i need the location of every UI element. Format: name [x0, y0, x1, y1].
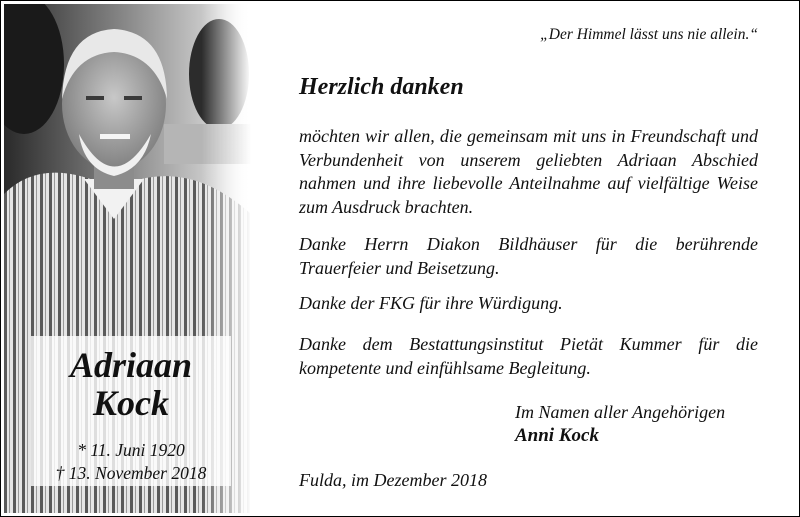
signature-line: Im Namen aller Angehörigen	[515, 402, 726, 422]
notice-heading: Herzlich danken	[299, 74, 464, 100]
thanks-funeral-home-paragraph: Danke dem Bestattungsinstitut Pietät Kummer für die kompetente und einfühlsame Begleitung.	[299, 334, 758, 378]
deceased-last-name: Kock	[93, 383, 169, 423]
portrait-photo	[4, 4, 251, 513]
death-date: † 13. November 2018	[55, 463, 207, 483]
signature-block	[515, 400, 725, 448]
thanks-deacon-paragraph: Danke Herrn Diakon Bildhäuser für die berührende Trauerfeier und Beisetzung.	[299, 234, 758, 278]
thanks-fkg-paragraph: Danke der FKG für ihre Würdigung.	[299, 293, 563, 313]
thanks-paragraph: möchten wir allen, die gemeinsam mit uns in Freundschaft und Verbundenheit von unserem geliebten Adriaan Abschied nahmen und ihre liebevolle Anteilnahme auf vielfältige Weise zum Ausdruck brachten.	[299, 126, 758, 217]
deceased-first-name: Adriaan	[69, 345, 193, 385]
motto-quote: „Der Himmel lässt uns nie allein.“	[540, 26, 758, 43]
birth-date: * 11. Juni 1920	[77, 440, 185, 460]
place-and-date: Fulda, im Dezember 2018	[299, 470, 487, 490]
signature-name: Anni Kock	[515, 425, 599, 446]
name-box	[31, 336, 231, 486]
